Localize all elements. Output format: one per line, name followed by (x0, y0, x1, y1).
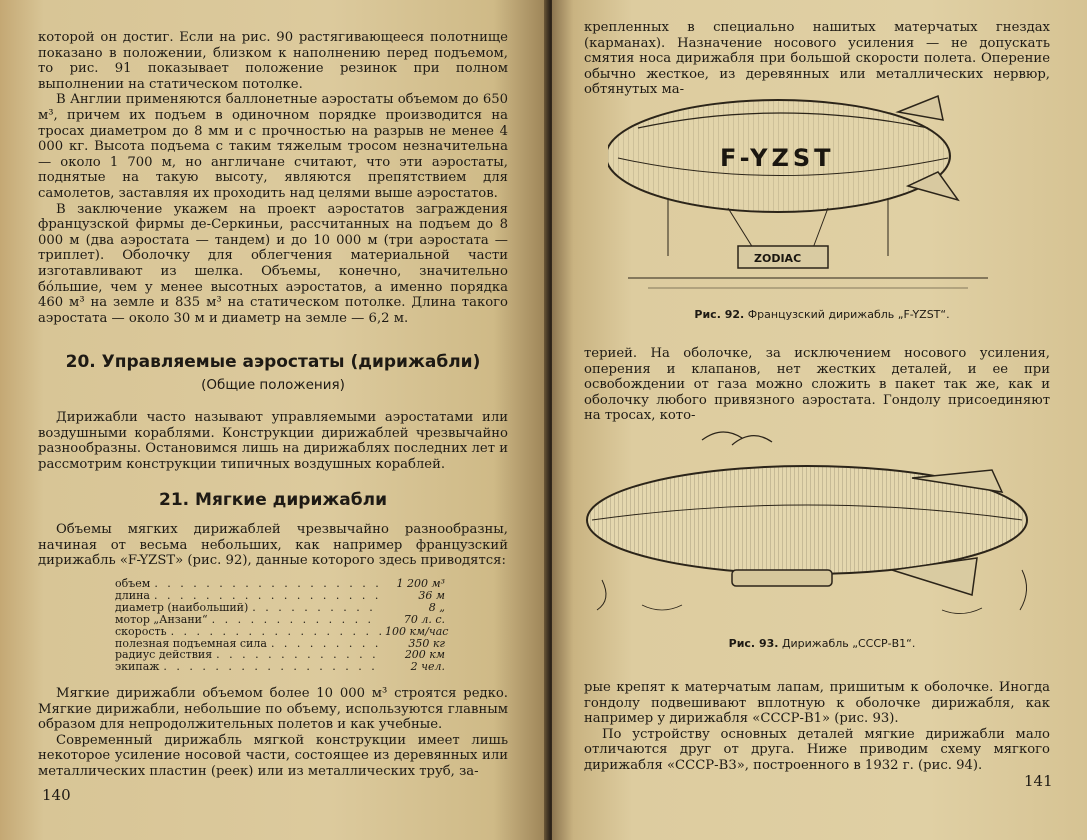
figure-92-airship-f-yzst (608, 88, 998, 303)
spec-value: 2 чел. (410, 660, 445, 674)
figure-92-caption (592, 308, 1052, 321)
paragraph: В заключение укажем на проект аэростатов заграждения французской фирмы де-Серкиньи, рассчитанных на подъем до 8 000 м (два аэростата — тандем) и до 10 000 м (три аэростата — триплет). Оболочку для облегчения материальной части изготавливают из шелка. Объемы, конечно, значительно бóльшие, чем у менее высотных аэростатов, а именно порядка 460 м³ на земле и 835 м³ на статическом потолке. Длина такого аэростата — около 30 м и диаметр на земле — 6,2 м. (38, 201, 508, 326)
specs-table (115, 577, 449, 674)
spec-row (115, 624, 449, 638)
spec-row (115, 614, 445, 626)
spec-value: 1 200 м³ (396, 577, 445, 590)
paragraph: крепленных в специально нашитых матерчатых гнездах (карманах). Назначение носового усиления — не допускать смятия носа дирижабля при большой скорости полета. Оперение обычно жесткое, из деревянных или металлических нервюр, обтянутых ма- (584, 20, 1050, 98)
spec-row (115, 649, 445, 661)
paragraph: рые крепят к матерчатым лапам, пришитым к оболочке. Иногда гондолу подвешивают вплотную к оболочке дирижабля, как например у дирижабля «СССР-В1» (рис. 93). (584, 680, 1050, 727)
paragraph: Объемы мягких дирижаблей чрезвычайно разнообразны, начиная от весьма небольших, как например французский дирижабль «F-YZST» (рис. 92), данные которого здесь приводятся: (38, 522, 508, 569)
section-21-intro (38, 522, 508, 569)
paragraph: Мягкие дирижабли объемом более 10 000 м³ строятся редко. Мягкие дирижабли, небольшие по объему, используются главным образом для непродолжительных полетов и как учебные. (38, 686, 508, 733)
right-bottom-text (584, 680, 1050, 774)
spec-value: 70 л. с. (403, 612, 445, 626)
tail-fin (898, 96, 943, 120)
spec-value: 36 м (418, 588, 445, 602)
gondola (732, 570, 832, 586)
spec-value: 100 км/час (385, 624, 449, 638)
figure-93-caption (592, 637, 1052, 650)
spec-row (115, 578, 445, 590)
spec-value: 200 км (404, 648, 445, 662)
spec-row (115, 602, 445, 614)
paragraph: Дирижабли часто называют управляемыми аэростатами или воздушными кораблями. Конструкции дирижаблей чрезвычайно разнообразны. Остановимся лишь на дирижаблях последних лет и рассмотрим конструкции типичных воздушных кораблей. (38, 410, 508, 472)
spec-label: длина (115, 588, 150, 602)
right-middle-text (584, 346, 1050, 424)
hull-label: F-YZST (720, 144, 835, 172)
caption-text: Французский дирижабль „F-YZST“. (747, 308, 950, 321)
section-20-subtitle: (Общие положения) (201, 377, 345, 393)
section-21-title: 21. Мягкие дирижабли (159, 490, 387, 510)
caption-number: Рис. 93. (728, 637, 779, 650)
spec-value: 350 кг (408, 636, 445, 650)
right-top-text (584, 20, 1050, 98)
section-20-text (38, 410, 508, 472)
spec-label: объем (115, 577, 151, 590)
page-number-right: 141 (1024, 772, 1053, 790)
spec-label: экипаж (115, 660, 160, 674)
section-20-title: 20. Управляемые аэростаты (дирижабли) (65, 352, 481, 372)
spec-label: мотор „Анзани“ (115, 612, 208, 626)
gondola-label: ZODIAC (754, 252, 802, 265)
closing-text (38, 686, 508, 780)
page-number-left: 140 (42, 786, 71, 804)
spec-label: полезная подъемная сила (115, 636, 267, 650)
paragraph: которой он достиг. Если на рис. 90 растягивающееся полотнище показано в положении, близком к наполнению перед подъемом, то рис. 91 показывает положение резинок при полном выполнении на статическом потолке. (38, 30, 508, 92)
caption-text: Дирижабль „СССР-В1“. (781, 637, 916, 650)
paragraph: терией. На оболочке, за исключением носового усиления, оперения и клапанов, нет жестких деталей, и ее при освобождении от газа можно сложить в пакет так же, как и оболочку любого привязного аэростата. Гондолу присоединяют на тросах, кото- (584, 346, 1050, 424)
caption-number: Рис. 92. (694, 308, 745, 321)
paragraph: В Англии применяются баллонетные аэростаты объемом до 650 м³, причем их подъем в одиночном порядке производится на тросах диаметром до 8 мм и с прочностью на разрыв не менее 4 000 кг. Высота подъема с таким тяжелым тросом незначительна — около 1 700 м, но англичане считают, что эти аэростаты, поднятые на такую высоту, являются препятствием для самолетов, заставляя их проходить над целями выше аэростатов. (38, 92, 508, 201)
left-text-block (38, 30, 508, 326)
spec-label: диаметр (наибольший) (115, 600, 249, 614)
paragraph: Современный дирижабль мягкой конструкции имеет лишь некоторое усиление носовой части, состоящее из деревянных или металлических пластин (реек) или из металлических труб, за- (38, 732, 508, 779)
spec-value: 8 „ (428, 600, 445, 614)
spec-label: скорость (115, 624, 167, 638)
figure-93-airship-sssr-v1 (582, 420, 1052, 625)
spec-label: радиус действия (115, 648, 213, 662)
spec-row (115, 661, 445, 673)
right-page (552, 0, 1087, 840)
paragraph: По устройству основных деталей мягкие дирижабли мало отличаются друг от друга. Ниже приводим схему мягкого дирижабля «СССР-В3», построенного в 1932 г. (рис. 94). (584, 726, 1050, 773)
